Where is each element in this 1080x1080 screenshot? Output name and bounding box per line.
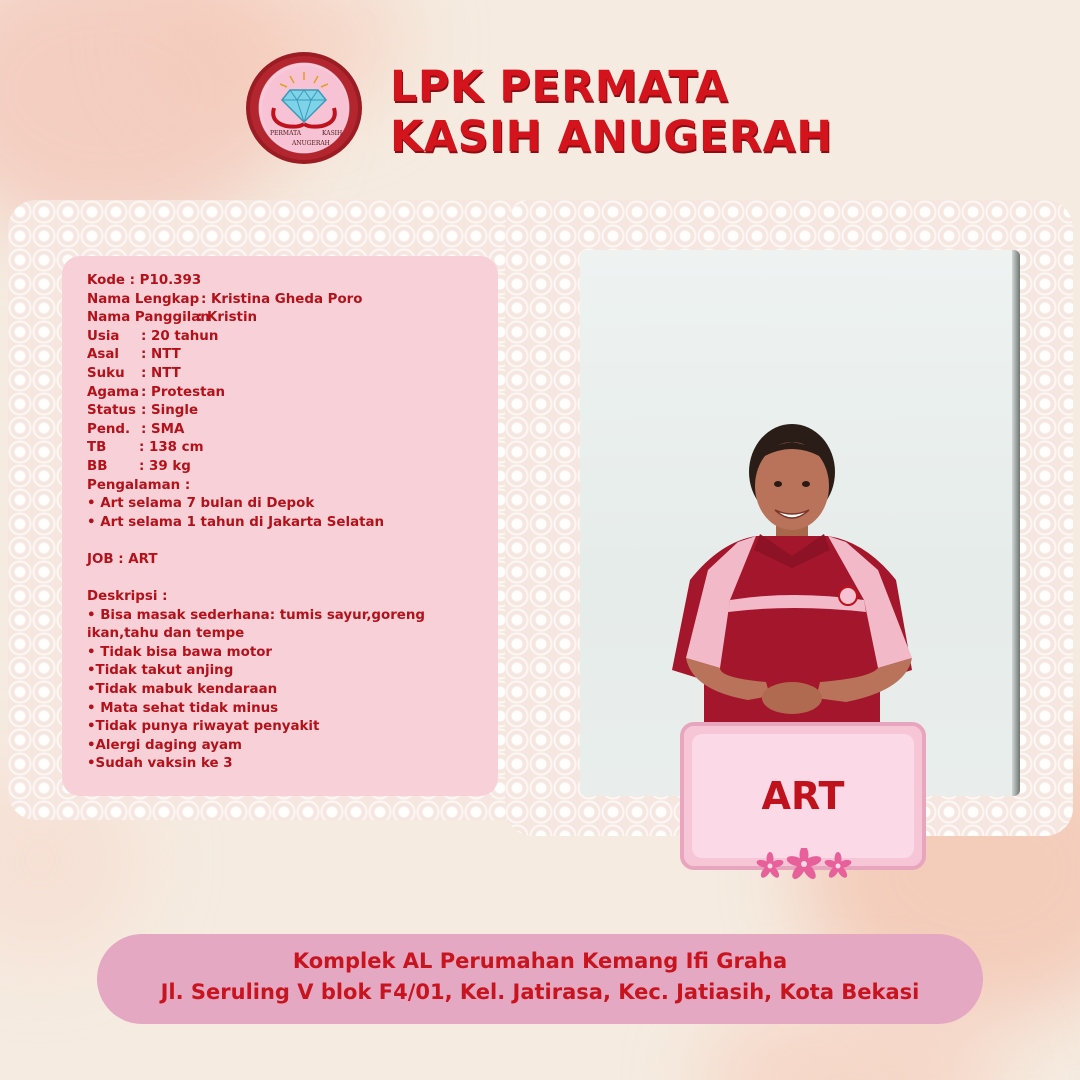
kode: Kode : P10.393 <box>87 273 202 288</box>
field-pend <box>87 421 487 440</box>
field-value: : Single <box>141 403 199 419</box>
field-value: : 138 cm <box>139 440 204 456</box>
job-badge <box>680 722 926 870</box>
description-item: • Tidak bisa bawa motor <box>87 644 273 660</box>
job-line: JOB : ART <box>87 551 158 567</box>
field-label: Pend. <box>87 421 131 437</box>
description-item: •Sudah vaksin ke 3 <box>87 756 233 772</box>
candidate-photo <box>580 250 1020 796</box>
address <box>97 946 983 1008</box>
description-item: • Mata sehat tidak minus <box>87 700 279 716</box>
field-value: : SMA <box>141 421 185 437</box>
logo-text: PERMATA <box>270 130 302 137</box>
field-nama-lengkap <box>87 291 487 310</box>
address-line: Jl. Seruling V blok F4/01, Kel. Jatirasa, Kec. Jatiasih, Kota Bekasi <box>160 980 920 1004</box>
title-line: KASIH ANUGERAH <box>390 112 833 162</box>
field-label: Nama Panggilan <box>87 310 210 326</box>
field-status <box>87 402 487 421</box>
field-label: Asal <box>87 347 119 363</box>
page-title <box>390 62 833 162</box>
description-item: •Tidak punya riwayat penyakit <box>87 719 320 735</box>
field-value: : 20 tahun <box>141 328 219 344</box>
person-illustration <box>580 250 1020 796</box>
field-label: Nama Lengkap <box>87 291 200 307</box>
description-item: •Tidak mabuk kendaraan <box>87 682 278 698</box>
description-item: • Bisa masak sederhana: tumis sayur,goreng ikan,tahu dan tempe <box>87 607 426 642</box>
field-agama <box>87 384 487 403</box>
field-value: : NTT <box>141 347 181 363</box>
experience-item: • Art selama 1 tahun di Jakarta Selatan <box>87 514 385 530</box>
description-item: •Alergi daging ayam <box>87 737 242 753</box>
profile-details <box>87 272 487 774</box>
field-label: Status <box>87 403 136 419</box>
field-value: : 39 kg <box>139 458 191 474</box>
address-line: Komplek AL Perumahan Kemang Ifi Graha <box>292 949 788 973</box>
title-line: LPK PERMATA <box>390 62 729 112</box>
field-asal <box>87 346 487 365</box>
field-value: : Kristina Gheda Poro <box>201 291 363 307</box>
field-usia <box>87 328 487 347</box>
experience-label: Pengalaman : <box>87 477 191 493</box>
job-badge-label: ART <box>761 774 845 818</box>
field-label: Agama <box>87 384 139 400</box>
field-value: : Protestan <box>141 384 226 400</box>
logo-text: KASIH <box>322 130 343 137</box>
field-bb <box>87 458 487 477</box>
description-label: Deskripsi : <box>87 589 168 605</box>
field-suku <box>87 365 487 384</box>
field-value: : NTT <box>141 365 181 381</box>
experience-item: • Art selama 7 bulan di Depok <box>87 496 315 512</box>
field-label: Suku <box>87 365 125 381</box>
field-nama-panggilan <box>87 309 487 328</box>
field-value: : Kristin <box>197 310 258 326</box>
field-label: Usia <box>87 328 120 344</box>
company-logo <box>246 52 362 164</box>
field-tb <box>87 439 487 458</box>
field-label: BB <box>87 458 108 474</box>
field-label: TB <box>87 440 107 456</box>
flower-icon <box>756 848 852 882</box>
diamond-icon <box>264 70 344 130</box>
logo-text: ANUGERAH <box>292 140 330 147</box>
description-item: •Tidak takut anjing <box>87 663 234 679</box>
